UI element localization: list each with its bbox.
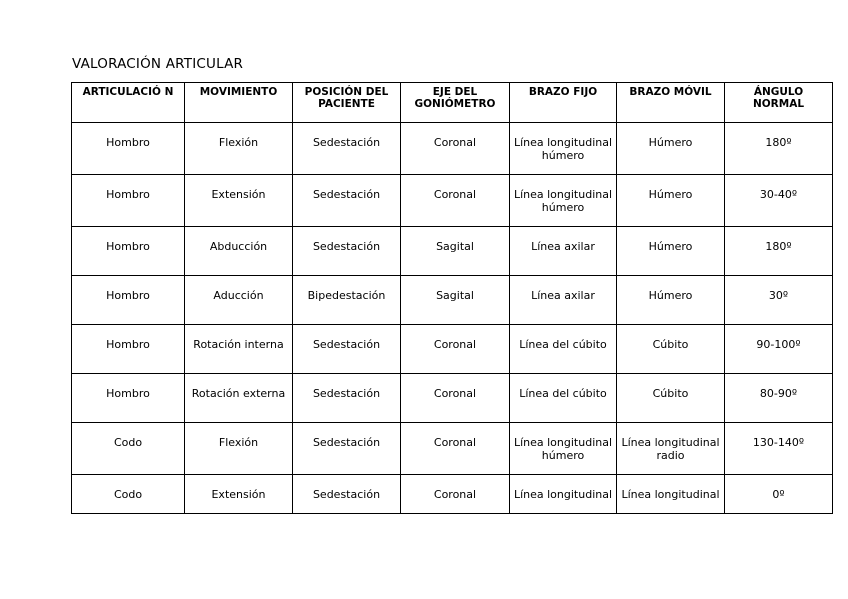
cell-posicion: Sedestación: [293, 325, 401, 374]
cell-posicion: Sedestación: [293, 475, 401, 514]
cell-articulacion: Codo: [72, 423, 185, 475]
cell-brazo-fijo: Línea longitudinal húmero: [510, 423, 617, 475]
cell-angulo: 0º: [725, 475, 833, 514]
cell-articulacion: Hombro: [72, 175, 185, 227]
cell-angulo: 90-100º: [725, 325, 833, 374]
cell-articulacion: Hombro: [72, 374, 185, 423]
header-angulo: ÁNGULO NORMAL: [725, 83, 833, 123]
table-row: [72, 227, 833, 276]
table-row: [72, 276, 833, 325]
cell-eje: Coronal: [401, 123, 510, 175]
cell-angulo: 30º: [725, 276, 833, 325]
table-row: [72, 123, 833, 175]
cell-brazo-fijo: Línea axilar: [510, 276, 617, 325]
cell-brazo-fijo: Línea axilar: [510, 227, 617, 276]
cell-posicion: Bipedestación: [293, 276, 401, 325]
cell-angulo: 130-140º: [725, 423, 833, 475]
cell-brazo-fijo: Línea del cúbito: [510, 325, 617, 374]
header-eje: EJE DEL GONIÓMETRO: [401, 83, 510, 123]
cell-eje: Sagital: [401, 227, 510, 276]
cell-articulacion: Codo: [72, 475, 185, 514]
table-row: [72, 325, 833, 374]
cell-articulacion: Hombro: [72, 276, 185, 325]
cell-brazo-fijo: Línea longitudinal húmero: [510, 123, 617, 175]
cell-angulo: 80-90º: [725, 374, 833, 423]
cell-brazo-fijo: Línea longitudinal húmero: [510, 175, 617, 227]
header-brazo-fijo: BRAZO FIJO: [510, 83, 617, 123]
cell-brazo-movil: Húmero: [617, 276, 725, 325]
cell-movimiento: Rotación interna: [185, 325, 293, 374]
cell-angulo: 180º: [725, 227, 833, 276]
cell-eje: Coronal: [401, 475, 510, 514]
cell-angulo: 30-40º: [725, 175, 833, 227]
cell-eje: Coronal: [401, 325, 510, 374]
cell-posicion: Sedestación: [293, 175, 401, 227]
cell-movimiento: Aducción: [185, 276, 293, 325]
header-brazo-movil: BRAZO MÓVIL: [617, 83, 725, 123]
cell-brazo-fijo: Línea del cúbito: [510, 374, 617, 423]
cell-movimiento: Flexión: [185, 123, 293, 175]
cell-posicion: Sedestación: [293, 423, 401, 475]
header-articulacion: ARTICULACIÓ N: [72, 83, 185, 123]
header-movimiento: MOVIMIENTO: [185, 83, 293, 123]
document-title: VALORACIÓN ARTICULAR: [72, 56, 244, 72]
cell-movimiento: Flexión: [185, 423, 293, 475]
cell-movimiento: Rotación externa: [185, 374, 293, 423]
cell-eje: Coronal: [401, 374, 510, 423]
cell-eje: Coronal: [401, 175, 510, 227]
cell-movimiento: Extensión: [185, 475, 293, 514]
cell-angulo: 180º: [725, 123, 833, 175]
cell-brazo-movil: Húmero: [617, 175, 725, 227]
cell-brazo-fijo: Línea longitudinal: [510, 475, 617, 514]
cell-brazo-movil: Línea longitudinal radio: [617, 423, 725, 475]
table-row: [72, 423, 833, 475]
cell-articulacion: Hombro: [72, 123, 185, 175]
table-row: [72, 374, 833, 423]
table-header-row: [72, 83, 833, 123]
cell-brazo-movil: Cúbito: [617, 325, 725, 374]
cell-articulacion: Hombro: [72, 325, 185, 374]
cell-eje: Sagital: [401, 276, 510, 325]
cell-posicion: Sedestación: [293, 374, 401, 423]
cell-brazo-movil: Línea longitudinal: [617, 475, 725, 514]
table-row: [72, 175, 833, 227]
joint-assessment-table: [71, 82, 833, 514]
cell-brazo-movil: Húmero: [617, 123, 725, 175]
cell-posicion: Sedestación: [293, 227, 401, 276]
cell-movimiento: Extensión: [185, 175, 293, 227]
cell-articulacion: Hombro: [72, 227, 185, 276]
cell-eje: Coronal: [401, 423, 510, 475]
cell-brazo-movil: Cúbito: [617, 374, 725, 423]
table-row: [72, 475, 833, 514]
header-posicion: POSICIÓN DEL PACIENTE: [293, 83, 401, 123]
cell-brazo-movil: Húmero: [617, 227, 725, 276]
cell-movimiento: Abducción: [185, 227, 293, 276]
cell-posicion: Sedestación: [293, 123, 401, 175]
